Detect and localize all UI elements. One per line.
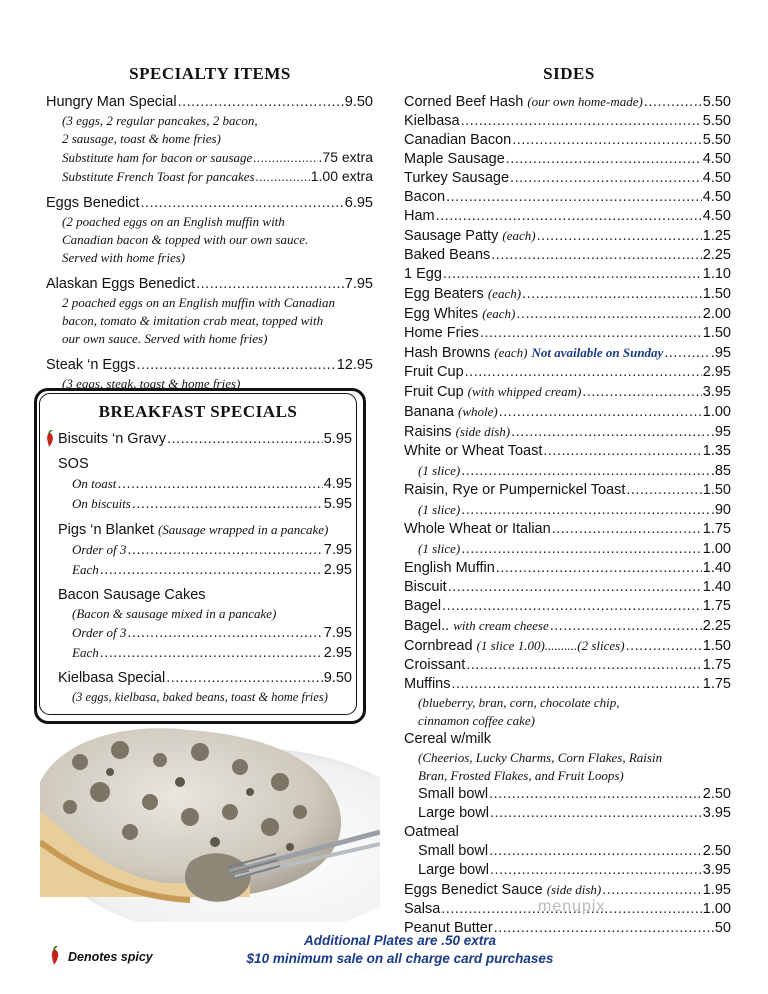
side-item: English Muffin ..... 1.40	[404, 559, 731, 578]
side-item: (1 slice) ..... .85	[404, 461, 731, 481]
item-note: (blueberry, bran, corn, chocolate chip,	[418, 695, 620, 710]
footer-additional-plates: Additional Plates are .50 extra	[303, 933, 497, 948]
specialty-list	[46, 93, 373, 393]
side-item: White or Wheat Toast ..... 1.35	[404, 442, 731, 461]
side-item: Ham ..... 4.50	[404, 207, 731, 226]
menu-item: Kielbasa Special ..... 9.50	[58, 669, 352, 688]
side-item: Cereal w/milk	[404, 731, 492, 747]
side-item: Kielbasa ..... 5.50	[404, 112, 731, 131]
side-item: Bacon ..... 4.50	[404, 188, 731, 207]
side-item: Egg Beaters (each) ..... 1.50	[404, 284, 731, 304]
menu-option: Order of 3 ..... 7.95	[58, 623, 352, 643]
item-note: bacon, tomato & imitation crab meat, topped with	[62, 313, 324, 328]
side-item: Hash Browns (each) Not available on Sunday ..... .95	[404, 343, 731, 363]
menu-item: Biscuits ‘n Gravy ..... 5.95	[58, 430, 352, 449]
specialty-title: SPECIALTY ITEMS	[129, 64, 291, 83]
side-item: Banana (whole) ..... 1.00	[404, 402, 731, 422]
menu-item: Pigs ‘n Blanket (Sausage wrapped in a pancake)	[58, 522, 329, 538]
item-note: 2 poached eggs on an English muffin with Canadian	[62, 295, 335, 310]
side-item: Sausage Patty (each) ..... 1.25	[404, 226, 731, 246]
item-note: (Bacon & sausage mixed in a pancake)	[72, 606, 277, 621]
breakfast-title: BREAKFAST SPECIALS	[98, 402, 298, 421]
item-note: Bran, Frosted Flakes, and Fruit Loops)	[418, 768, 624, 783]
side-item: Bagel.. with cream cheese ..... 2.25	[404, 616, 731, 636]
item-note: cinnamon coffee cake)	[418, 713, 535, 728]
substitution: Substitute ham for bacon or sausage ..... .75 extra	[46, 148, 373, 167]
menu-option: On toast ..... 4.95	[58, 474, 352, 494]
item-note: our own sauce. Served with home fries)	[62, 331, 268, 346]
footer-minimum-sale: $10 minimum sale on all charge card purchases	[246, 951, 554, 966]
menu-option: On biscuits ..... 5.95	[58, 494, 352, 514]
menu-item: Alaskan Eggs Benedict ..... 7.95	[46, 275, 373, 294]
menu-option: Each ..... 2.95	[58, 643, 352, 663]
side-item: Canadian Bacon ..... 5.50	[404, 131, 731, 150]
side-option: Large bowl ..... 3.95	[404, 861, 731, 880]
side-item: Raisins (side dish) ..... .95	[404, 422, 731, 442]
chili-pepper-icon	[48, 946, 62, 966]
menu-item: Eggs Benedict ..... 6.95	[46, 194, 373, 213]
item-note: (3 eggs, steak, toast & home fries)	[62, 376, 241, 391]
menu-item: Steak ‘n Eggs ..... 12.95	[46, 356, 373, 375]
menu-item: SOS	[58, 456, 89, 472]
biscuits-gravy-photo	[40, 722, 380, 922]
side-item: Corned Beef Hash (our own home-made) ..... 5.50	[404, 92, 731, 112]
item-note: (2 poached eggs on an English muffin with	[62, 214, 285, 229]
side-item: Croissant ..... 1.75	[404, 656, 731, 675]
breakfast-list	[58, 430, 352, 706]
side-option: Large bowl ..... 3.95	[404, 804, 731, 823]
menu-item: Hungry Man Special ..... 9.50	[46, 93, 373, 112]
item-note: Canadian bacon & topped with our own sauce.	[62, 232, 309, 247]
menu-option: Each ..... 2.95	[58, 560, 352, 580]
side-item: Fruit Cup (with whipped cream) ..... 3.95	[404, 382, 731, 402]
watermark: menupix	[538, 898, 606, 915]
side-item: Oatmeal	[404, 824, 459, 840]
side-item: Home Fries ..... 1.50	[404, 324, 731, 343]
side-item: (1 slice) ..... 1.00	[404, 539, 731, 559]
item-note: 2 sausage, toast & home fries)	[62, 131, 221, 146]
side-item: Maple Sausage ..... 4.50	[404, 150, 731, 169]
side-item: Baked Beans ..... 2.25	[404, 246, 731, 265]
side-item: Eggs Benedict Sauce (side dish) ..... 1.95	[404, 880, 731, 900]
sides-list	[404, 92, 731, 938]
item-note: Served with home fries)	[62, 250, 186, 265]
side-item: Turkey Sausage ..... 4.50	[404, 169, 731, 188]
side-item: Biscuit ..... 1.40	[404, 578, 731, 597]
side-option: Small bowl ..... 2.50	[404, 842, 731, 861]
menu-option: Order of 3 ..... 7.95	[58, 540, 352, 560]
side-item: Muffins ..... 1.75	[404, 675, 731, 694]
menu-item: Bacon Sausage Cakes	[58, 587, 206, 603]
side-item: Raisin, Rye or Pumpernickel Toast ..... 1.50	[404, 481, 731, 500]
spicy-legend: Denotes spicy	[68, 950, 153, 964]
side-item: Bagel ..... 1.75	[404, 597, 731, 616]
side-item: 1 Egg ..... 1.10	[404, 265, 731, 284]
side-item: Egg Whites (each) ..... 2.00	[404, 304, 731, 324]
chili-pepper-icon	[44, 430, 56, 448]
substitution: Substitute French Toast for pancakes ..... 1.00 extra	[46, 167, 373, 186]
side-item: Peanut Butter ..... .50	[404, 919, 731, 938]
item-note: (3 eggs, kielbasa, baked beans, toast & home fries)	[72, 690, 328, 704]
sides-title: SIDES	[543, 64, 595, 83]
item-note: (3 eggs, 2 regular pancakes, 2 bacon,	[62, 113, 258, 128]
side-item: (1 slice) ..... .90	[404, 500, 731, 520]
side-item: Whole Wheat or Italian ..... 1.75	[404, 520, 731, 539]
side-item: Salsa ..... 1.00	[404, 900, 731, 919]
availability-note: Not available on Sunday	[531, 345, 664, 360]
item-note: (Cheerios, Lucky Charms, Corn Flakes, Raisin	[418, 750, 663, 765]
side-item: Fruit Cup ..... 2.95	[404, 363, 731, 382]
side-option: Small bowl ..... 2.50	[404, 785, 731, 804]
side-item: Cornbread (1 slice 1.00)..........(2 slices) ..... 1.50	[404, 636, 731, 656]
